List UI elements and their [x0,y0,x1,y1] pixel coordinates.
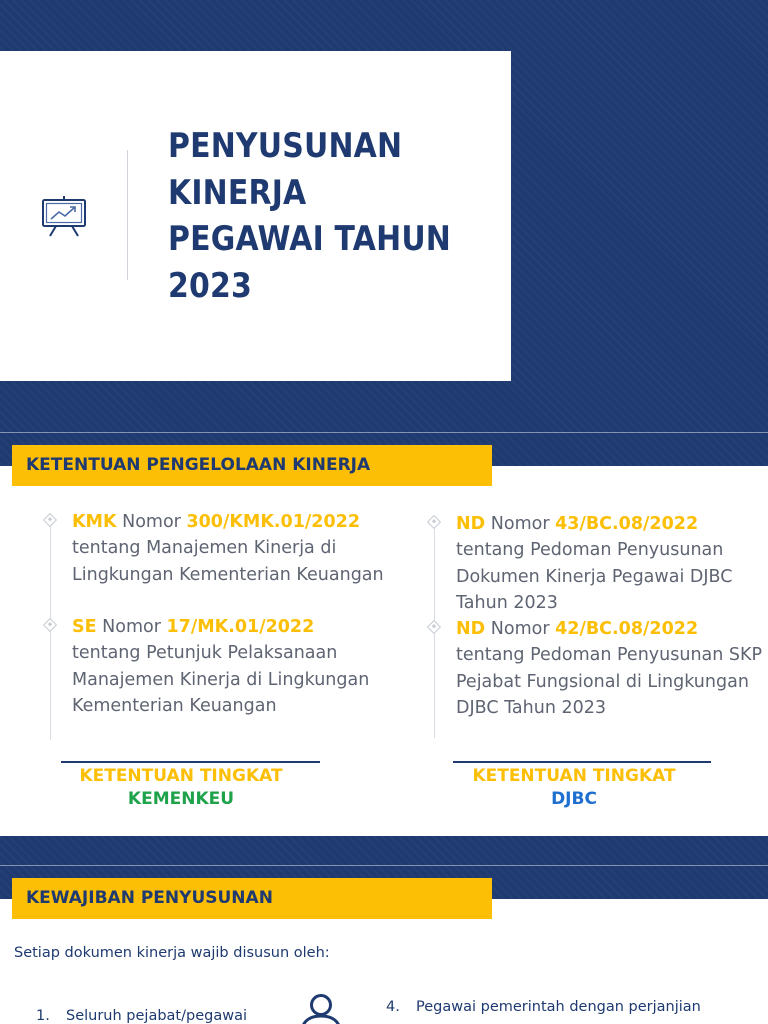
regulation-word: Nomor [102,617,161,637]
list-text: Seluruh pejabat/pegawai [66,1008,247,1024]
level-label-line2: DJBC [551,789,597,809]
regulation-type: SE [72,617,97,637]
regulation-number: 42/BC.08/2022 [555,619,699,639]
regulation-description: tentang Petunjuk Pelaksanaan Manajemen Kinerja di Lingkungan Kementerian Keuangan [72,643,370,716]
list-item [386,996,701,1018]
level-underline [453,761,711,763]
person-icon [298,992,344,1024]
regulation-word: Nomor [122,512,181,532]
regulation-item [456,511,766,616]
level-label-line2: KEMENKEU [127,789,235,809]
presentation-chart-icon [40,194,88,238]
title-divider [127,150,128,280]
regulation-item [456,616,766,721]
divider-line [0,865,768,866]
regulation-type: ND [456,619,486,639]
level-underline [61,761,320,763]
regulation-item [72,509,402,588]
regulation-word: Nomor [490,619,550,639]
level-label-line1: KETENTUAN TINGKAT [79,766,283,786]
regulation-type: ND [456,514,486,534]
list-number: 1. [36,1008,50,1024]
regulation-number: 300/KMK.01/2022 [186,512,361,532]
regulation-description: tentang Pedoman Penyusunan Dokumen Kinerja Pegawai DJBC Tahun 2023 [456,540,733,613]
level-label-line1: KETENTUAN TINGKAT [472,766,676,786]
section-heading: KEWAJIBAN PENYUSUNAN [12,878,492,919]
regulation-type: KMK [72,512,117,532]
divider-line [0,432,768,433]
regulation-number: 17/MK.01/2022 [166,617,315,637]
regulation-number: 43/BC.08/2022 [555,514,699,534]
regulation-word: Nomor [490,514,550,534]
section-heading: KETENTUAN PENGELOLAAN KINERJA [12,445,492,486]
level-label-kemenkeu [41,765,321,811]
list-item [36,1005,247,1024]
regulation-description: tentang Manajemen Kinerja di Lingkungan Kementerian Keuangan [72,538,384,585]
list-text: Pegawai pemerintah dengan perjanjian [416,999,701,1015]
page-title: PENYUSUNAN KINERJA PEGAWAI TAHUN 2023 [168,126,452,306]
level-label-djbc [434,765,714,811]
list-number: 4. [386,999,400,1015]
intro-text: Setiap dokumen kinerja wajib disusun oleh: [14,945,330,961]
regulation-description: tentang Pedoman Penyusunan SKP Pejabat Fungsional di Lingkungan DJBC Tahun 2023 [456,645,763,718]
regulation-item [72,614,402,719]
